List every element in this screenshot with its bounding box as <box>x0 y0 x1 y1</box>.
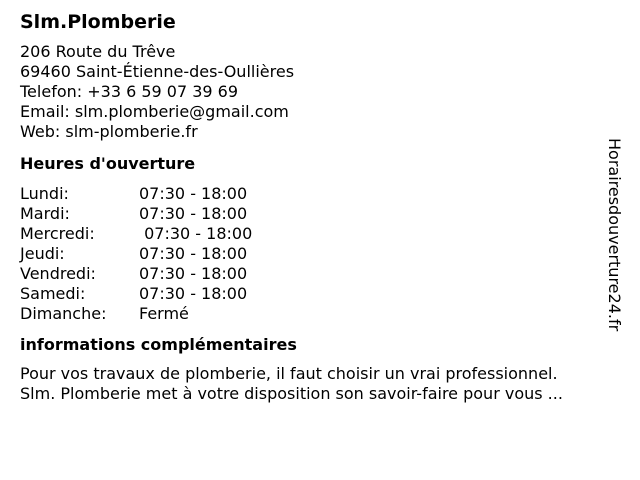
hours-day-saturday: Samedi: <box>20 284 86 303</box>
address-line-1: 206 Route du Trêve <box>20 42 176 61</box>
hours-day-tuesday: Mardi: <box>20 204 70 223</box>
hours-time-thursday: 07:30 - 18:00 <box>139 244 248 263</box>
hours-table <box>20 184 610 324</box>
hours-day-monday: Lundi: <box>20 184 69 203</box>
hours-time-wednesday: 07:30 - 18:00 <box>139 224 253 243</box>
web-line: Web: slm-plomberie.fr <box>20 122 198 141</box>
phone-line: Telefon: +33 6 59 07 39 69 <box>20 82 239 101</box>
hours-time-sunday: Fermé <box>139 304 189 323</box>
description-line-2: Slm. Plomberie met à votre disposition son savoir-faire pour vous ... <box>20 384 563 403</box>
hours-title: Heures d'ouverture <box>20 154 196 173</box>
hours-day-thursday: Jeudi: <box>20 244 65 263</box>
hours-day-friday: Vendredi: <box>20 264 96 283</box>
hours-time-friday: 07:30 - 18:00 <box>139 264 248 283</box>
hours-time-monday: 07:30 - 18:00 <box>139 184 248 203</box>
hours-time-tuesday: 07:30 - 18:00 <box>139 204 248 223</box>
business-card <box>20 10 610 404</box>
hours-time-saturday: 07:30 - 18:00 <box>139 284 248 303</box>
extra-info-title: informations complémentaires <box>20 335 297 354</box>
hours-day-wednesday: Mercredi: <box>20 224 95 243</box>
brand-watermark: Horairesdouverture24.fr <box>605 138 624 332</box>
description-line-1: Pour vos travaux de plomberie, il faut choisir un vrai professionnel. <box>20 364 558 383</box>
address-line-2: 69460 Saint-Étienne-des-Oullières <box>20 62 295 81</box>
hours-day-sunday: Dimanche: <box>20 304 107 323</box>
email-line: Email: slm.plomberie@gmail.com <box>20 102 289 121</box>
business-name: Slm.Plomberie <box>20 11 176 33</box>
